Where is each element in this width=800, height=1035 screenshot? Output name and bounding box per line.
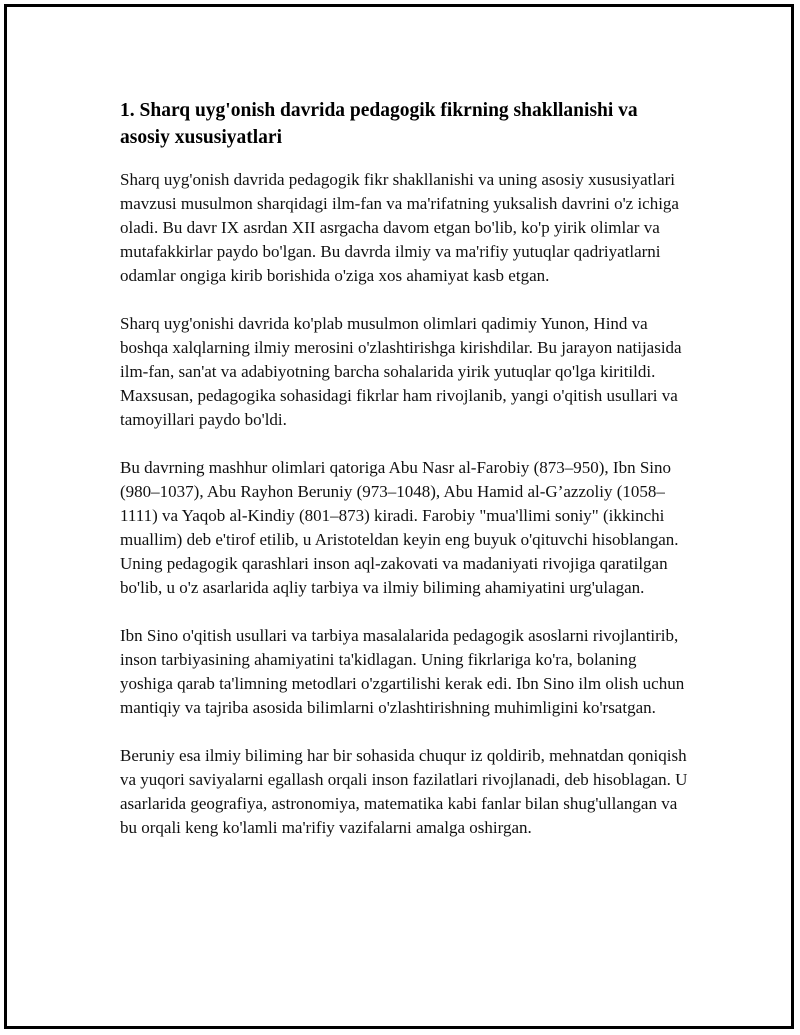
paragraph-scholars-heritage: Sharq uyg'onishi davrida ko'plab musulmon olimlari qadimiy Yunon, Hind va boshqa xalqlarning ilmiy merosini o'zlashtirishga kirishdilar. Bu jarayon natijasida ilm-fan, san'at va adabiyotning barcha sohalarida yirik yutuqlar qo'lga kiritildi. Maxsusan, pedagogika sohasidagi fikrlar ham rivojlanib, yangi o'qitish usullari va tamoyillari paydo bo'ldi. (120, 314, 682, 429)
paragraph-intro: Sharq uyg'onish davrida pedagogik fikr shakllanishi va uning asosiy xususiyatlari mavzusi musulmon sharqidagi ilm-fan va ma'rifatning yuksalish davrini o'z ichiga oladi. Bu davr IX asrdan XII asrgacha davom etgan bo'lib, ko'p yirik olimlar va mutafakkirlar paydo bo'lgan. Bu davrda ilmiy va ma'rifiy yutuqlar qadriyatlarni odamlar ongiga kirib borishida o'ziga xos ahamiyat kasb etgan. (120, 170, 679, 285)
document-body (120, 97, 690, 864)
document-title: 1. Sharq uyg'onish davrida pedagogik fikrning shakllanishi va asosiy xususiyatlari (120, 100, 638, 148)
page-frame (4, 4, 794, 1029)
paragraph-beruniy: Beruniy esa ilmiy biliming har bir sohasida chuqur iz qoldirib, mehnatdan qoniqish va yuqori saviyalarni egallash orqali inson fazilatlari rivojlanadi, deb hisoblagan. U asarlarida geografiya, astronomiya, matematika kabi fanlar bilan shug'ullangan va bu orqali keng ko'lamli ma'rifiy vazifalarni amalga oshirgan. (120, 746, 688, 837)
paragraph-ibn-sino: Ibn Sino o'qitish usullari va tarbiya masalalarida pedagogik asoslarni rivojlantirib, inson tarbiyasining ahamiyatini ta'kidlagan. Uning fikrlariga ko'ra, bolaning yoshiga qarab ta'limning metodlari o'zgartilishi kerak edi. Ibn Sino ilm olish uchun mantiqiy va tajriba asosida bilimlarni o'zlashtirishning muhimligini ko'rsatgan. (120, 626, 685, 717)
paragraph-famous-scholars: Bu davrning mashhur olimlari qatoriga Abu Nasr al-Farobiy (873–950), Ibn Sino (980–1037), Abu Rayhon Beruniy (973–1048), Abu Hamid al-G’azzoliy (1058–1111) va Yaqob al-Kindiy (801–873) kiradi. Farobiy "mua'llimi soniy" (ikkinchi muallim) deb e'tirof etilib, u Aristoteldan keyin eng buyuk o'qituvchi hisoblangan. Uning pedagogik qarashlari inson aql-zakovati va madaniyati rivojiga qaratilgan bo'lib, u o'z asarlarida aqliy tarbiya va ilmiy biliming ahamiyatini urg'ulagan. (120, 458, 679, 597)
